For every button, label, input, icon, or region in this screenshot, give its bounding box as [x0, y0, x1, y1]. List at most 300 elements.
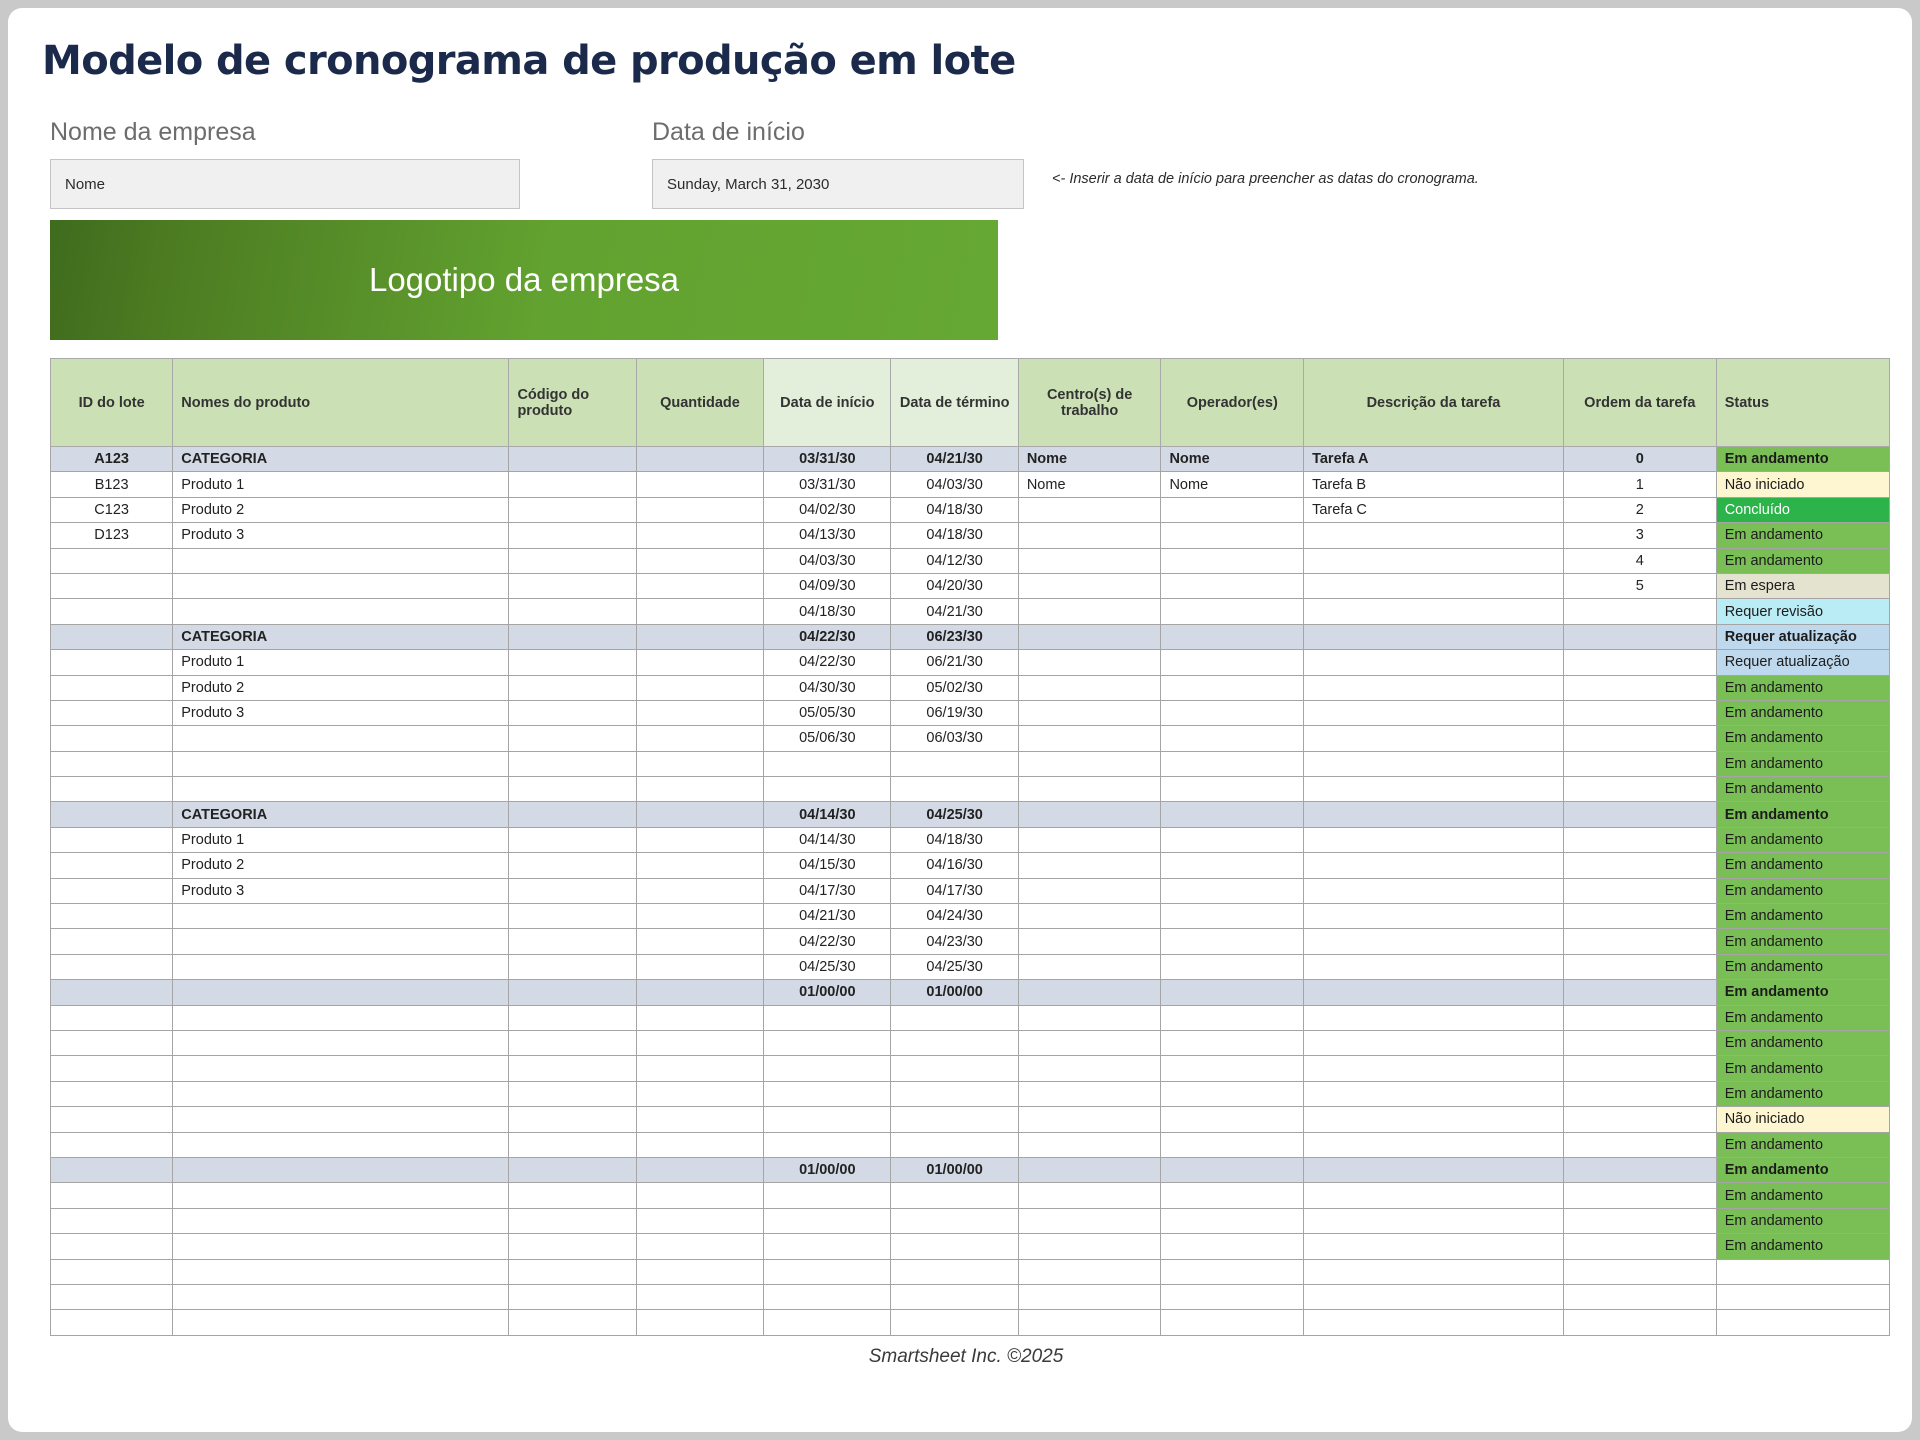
cell-end-date[interactable]: 04/18/30	[891, 523, 1018, 548]
cell-operator[interactable]	[1161, 1208, 1304, 1233]
cell-end-date[interactable]: 05/02/30	[891, 675, 1018, 700]
cell-task-order[interactable]	[1563, 878, 1716, 903]
cell-end-date[interactable]: 01/00/00	[891, 980, 1018, 1005]
cell-start-date[interactable]	[764, 1284, 891, 1309]
cell-task-description[interactable]	[1304, 802, 1564, 827]
table-row[interactable]	[51, 980, 1890, 1005]
cell-batch-id[interactable]	[51, 624, 173, 649]
cell-task-order[interactable]: 0	[1563, 447, 1716, 472]
cell-batch-id[interactable]	[51, 548, 173, 573]
cell-status-badge[interactable]: Em andamento	[1716, 751, 1889, 776]
cell-status-badge[interactable]: Não iniciado	[1716, 472, 1889, 497]
cell-batch-id[interactable]	[51, 573, 173, 598]
cell-quantity[interactable]	[636, 954, 763, 979]
cell-product-name[interactable]	[173, 1107, 509, 1132]
cell-product-name[interactable]	[173, 1310, 509, 1335]
cell-work-center[interactable]	[1018, 1030, 1161, 1055]
cell-product-name[interactable]	[173, 751, 509, 776]
cell-task-description[interactable]	[1304, 1056, 1564, 1081]
cell-end-date[interactable]: 04/16/30	[891, 853, 1018, 878]
table-row[interactable]	[51, 777, 1890, 802]
table-row[interactable]	[51, 700, 1890, 725]
cell-product-name[interactable]	[173, 980, 509, 1005]
cell-task-order[interactable]	[1563, 700, 1716, 725]
cell-product-name[interactable]	[173, 1208, 509, 1233]
cell-product-name[interactable]	[173, 1284, 509, 1309]
cell-operator[interactable]	[1161, 599, 1304, 624]
cell-start-date[interactable]: 05/06/30	[764, 726, 891, 751]
cell-product-code[interactable]	[509, 980, 636, 1005]
col-header-product-names[interactable]: Nomes do produto	[173, 359, 509, 447]
cell-batch-id[interactable]	[51, 726, 173, 751]
cell-task-description[interactable]	[1304, 1183, 1564, 1208]
cell-task-description[interactable]	[1304, 1081, 1564, 1106]
cell-status-badge[interactable]: Em andamento	[1716, 929, 1889, 954]
cell-work-center[interactable]	[1018, 1234, 1161, 1259]
table-row[interactable]	[51, 1030, 1890, 1055]
table-row[interactable]	[51, 624, 1890, 649]
cell-operator[interactable]	[1161, 573, 1304, 598]
cell-status-badge[interactable]: Em andamento	[1716, 548, 1889, 573]
cell-status-badge[interactable]: Em andamento	[1716, 523, 1889, 548]
cell-batch-id[interactable]	[51, 1259, 173, 1284]
cell-product-name[interactable]: Produto 3	[173, 878, 509, 903]
cell-quantity[interactable]	[636, 1259, 763, 1284]
cell-batch-id[interactable]	[51, 675, 173, 700]
cell-product-code[interactable]	[509, 878, 636, 903]
cell-product-name[interactable]: Produto 2	[173, 853, 509, 878]
cell-product-name[interactable]: Produto 2	[173, 497, 509, 522]
cell-product-name[interactable]: Produto 3	[173, 523, 509, 548]
cell-task-order[interactable]	[1563, 1107, 1716, 1132]
cell-start-date[interactable]: 04/17/30	[764, 878, 891, 903]
cell-status-badge[interactable]: Em andamento	[1716, 1208, 1889, 1233]
cell-end-date[interactable]: 06/19/30	[891, 700, 1018, 725]
cell-work-center[interactable]	[1018, 1107, 1161, 1132]
cell-work-center[interactable]: Nome	[1018, 447, 1161, 472]
cell-quantity[interactable]	[636, 1107, 763, 1132]
cell-task-order[interactable]	[1563, 827, 1716, 852]
cell-operator[interactable]	[1161, 523, 1304, 548]
table-row[interactable]	[51, 1208, 1890, 1233]
cell-status-badge[interactable]: Em andamento	[1716, 802, 1889, 827]
cell-task-description[interactable]	[1304, 650, 1564, 675]
cell-status-badge[interactable]: Requer atualização	[1716, 624, 1889, 649]
cell-product-code[interactable]	[509, 573, 636, 598]
cell-work-center[interactable]	[1018, 1183, 1161, 1208]
cell-status-badge[interactable]: Em andamento	[1716, 1132, 1889, 1157]
cell-operator[interactable]	[1161, 624, 1304, 649]
cell-status-badge[interactable]: Requer revisão	[1716, 599, 1889, 624]
cell-work-center[interactable]	[1018, 1081, 1161, 1106]
cell-batch-id[interactable]: D123	[51, 523, 173, 548]
cell-product-name[interactable]	[173, 1259, 509, 1284]
cell-operator[interactable]	[1161, 700, 1304, 725]
col-header-task-order[interactable]: Ordem da tarefa	[1563, 359, 1716, 447]
cell-task-description[interactable]	[1304, 573, 1564, 598]
cell-product-name[interactable]	[173, 1081, 509, 1106]
cell-batch-id[interactable]	[51, 1132, 173, 1157]
cell-status-badge[interactable]: Concluído	[1716, 497, 1889, 522]
cell-start-date[interactable]: 04/13/30	[764, 523, 891, 548]
cell-quantity[interactable]	[636, 1284, 763, 1309]
cell-start-date[interactable]	[764, 1030, 891, 1055]
cell-task-description[interactable]	[1304, 548, 1564, 573]
cell-end-date[interactable]	[891, 1234, 1018, 1259]
cell-work-center[interactable]	[1018, 523, 1161, 548]
cell-work-center[interactable]	[1018, 1005, 1161, 1030]
cell-product-code[interactable]	[509, 599, 636, 624]
cell-task-description[interactable]	[1304, 904, 1564, 929]
col-header-operators[interactable]: Operador(es)	[1161, 359, 1304, 447]
cell-batch-id[interactable]	[51, 599, 173, 624]
cell-start-date[interactable]: 04/03/30	[764, 548, 891, 573]
table-row[interactable]	[51, 1183, 1890, 1208]
cell-product-code[interactable]	[509, 1056, 636, 1081]
cell-status-badge[interactable]: Em andamento	[1716, 675, 1889, 700]
cell-quantity[interactable]	[636, 1234, 763, 1259]
cell-quantity[interactable]	[636, 726, 763, 751]
table-row[interactable]	[51, 878, 1890, 903]
cell-product-name[interactable]	[173, 1183, 509, 1208]
cell-status-badge[interactable]	[1716, 1284, 1889, 1309]
col-header-task-description[interactable]: Descrição da tarefa	[1304, 359, 1564, 447]
cell-end-date[interactable]	[891, 777, 1018, 802]
cell-task-description[interactable]	[1304, 675, 1564, 700]
table-row[interactable]	[51, 853, 1890, 878]
cell-product-name[interactable]	[173, 1234, 509, 1259]
cell-quantity[interactable]	[636, 447, 763, 472]
cell-status-badge[interactable]: Em andamento	[1716, 726, 1889, 751]
cell-task-order[interactable]: 1	[1563, 472, 1716, 497]
cell-status-badge[interactable]: Requer atualização	[1716, 650, 1889, 675]
table-row[interactable]	[51, 1259, 1890, 1284]
cell-work-center[interactable]	[1018, 1208, 1161, 1233]
cell-status-badge[interactable]: Em andamento	[1716, 1030, 1889, 1055]
cell-status-badge[interactable]: Em andamento	[1716, 1005, 1889, 1030]
cell-work-center[interactable]	[1018, 726, 1161, 751]
cell-task-description[interactable]	[1304, 523, 1564, 548]
cell-end-date[interactable]	[891, 1284, 1018, 1309]
cell-end-date[interactable]	[891, 1132, 1018, 1157]
cell-batch-id[interactable]	[51, 777, 173, 802]
cell-task-description[interactable]	[1304, 599, 1564, 624]
cell-product-code[interactable]	[509, 624, 636, 649]
cell-quantity[interactable]	[636, 929, 763, 954]
cell-product-code[interactable]	[509, 447, 636, 472]
table-row[interactable]	[51, 1132, 1890, 1157]
cell-status-badge[interactable]: Em espera	[1716, 573, 1889, 598]
start-date-input[interactable]: Sunday, March 31, 2030	[652, 159, 1024, 209]
cell-batch-id[interactable]	[51, 1157, 173, 1182]
cell-status-badge[interactable]	[1716, 1310, 1889, 1335]
cell-product-name[interactable]: Produto 3	[173, 700, 509, 725]
col-header-product-code[interactable]: Código do produto	[509, 359, 636, 447]
col-header-batch-id[interactable]: ID do lote	[51, 359, 173, 447]
cell-quantity[interactable]	[636, 548, 763, 573]
cell-operator[interactable]	[1161, 878, 1304, 903]
cell-task-order[interactable]	[1563, 1208, 1716, 1233]
cell-task-order[interactable]	[1563, 1056, 1716, 1081]
cell-product-name[interactable]	[173, 954, 509, 979]
col-header-status[interactable]: Status	[1716, 359, 1889, 447]
cell-work-center[interactable]	[1018, 827, 1161, 852]
cell-product-name[interactable]	[173, 599, 509, 624]
cell-work-center[interactable]	[1018, 1284, 1161, 1309]
cell-product-code[interactable]	[509, 675, 636, 700]
cell-end-date[interactable]: 04/24/30	[891, 904, 1018, 929]
cell-start-date[interactable]: 01/00/00	[764, 1157, 891, 1182]
cell-product-name[interactable]: CATEGORIA	[173, 624, 509, 649]
cell-start-date[interactable]: 04/30/30	[764, 675, 891, 700]
cell-task-description[interactable]	[1304, 700, 1564, 725]
cell-task-order[interactable]	[1563, 650, 1716, 675]
cell-start-date[interactable]	[764, 1132, 891, 1157]
cell-task-order[interactable]	[1563, 1183, 1716, 1208]
cell-quantity[interactable]	[636, 1183, 763, 1208]
cell-quantity[interactable]	[636, 1081, 763, 1106]
cell-start-date[interactable]: 04/02/30	[764, 497, 891, 522]
cell-batch-id[interactable]	[51, 853, 173, 878]
cell-quantity[interactable]	[636, 497, 763, 522]
table-row[interactable]	[51, 675, 1890, 700]
cell-status-badge[interactable]: Em andamento	[1716, 878, 1889, 903]
cell-operator[interactable]	[1161, 1030, 1304, 1055]
cell-task-description[interactable]	[1304, 751, 1564, 776]
cell-operator[interactable]	[1161, 1157, 1304, 1182]
cell-status-badge[interactable]: Em andamento	[1716, 853, 1889, 878]
cell-batch-id[interactable]	[51, 878, 173, 903]
cell-product-name[interactable]	[173, 548, 509, 573]
cell-batch-id[interactable]	[51, 954, 173, 979]
cell-batch-id[interactable]	[51, 827, 173, 852]
cell-start-date[interactable]	[764, 1310, 891, 1335]
cell-batch-id[interactable]	[51, 1234, 173, 1259]
cell-start-date[interactable]	[764, 1208, 891, 1233]
cell-product-name[interactable]	[173, 1157, 509, 1182]
col-header-start-date[interactable]: Data de início	[764, 359, 891, 447]
cell-quantity[interactable]	[636, 1005, 763, 1030]
cell-operator[interactable]	[1161, 675, 1304, 700]
cell-product-name[interactable]	[173, 1056, 509, 1081]
cell-end-date[interactable]	[891, 1005, 1018, 1030]
cell-work-center[interactable]	[1018, 1056, 1161, 1081]
cell-start-date[interactable]	[764, 1234, 891, 1259]
cell-work-center[interactable]	[1018, 929, 1161, 954]
cell-operator[interactable]	[1161, 802, 1304, 827]
cell-quantity[interactable]	[636, 700, 763, 725]
cell-operator[interactable]	[1161, 751, 1304, 776]
cell-operator[interactable]	[1161, 827, 1304, 852]
cell-batch-id[interactable]	[51, 1056, 173, 1081]
cell-status-badge[interactable]: Em andamento	[1716, 904, 1889, 929]
cell-task-order[interactable]	[1563, 1132, 1716, 1157]
cell-end-date[interactable]: 04/18/30	[891, 827, 1018, 852]
col-header-work-centers[interactable]: Centro(s) de trabalho	[1018, 359, 1161, 447]
cell-end-date[interactable]: 04/12/30	[891, 548, 1018, 573]
cell-work-center[interactable]	[1018, 1157, 1161, 1182]
cell-status-badge[interactable]: Em andamento	[1716, 980, 1889, 1005]
cell-end-date[interactable]: 01/00/00	[891, 1157, 1018, 1182]
cell-task-order[interactable]	[1563, 675, 1716, 700]
cell-batch-id[interactable]	[51, 1107, 173, 1132]
cell-work-center[interactable]	[1018, 548, 1161, 573]
cell-product-code[interactable]	[509, 1259, 636, 1284]
cell-operator[interactable]	[1161, 1107, 1304, 1132]
cell-start-date[interactable]: 04/25/30	[764, 954, 891, 979]
cell-task-description[interactable]	[1304, 1107, 1564, 1132]
cell-quantity[interactable]	[636, 523, 763, 548]
cell-start-date[interactable]: 04/21/30	[764, 904, 891, 929]
cell-operator[interactable]	[1161, 904, 1304, 929]
cell-product-name[interactable]: Produto 1	[173, 827, 509, 852]
cell-task-order[interactable]	[1563, 1310, 1716, 1335]
table-row[interactable]	[51, 1157, 1890, 1182]
cell-end-date[interactable]: 06/03/30	[891, 726, 1018, 751]
cell-work-center[interactable]	[1018, 675, 1161, 700]
cell-product-code[interactable]	[509, 802, 636, 827]
cell-status-badge[interactable]: Em andamento	[1716, 1157, 1889, 1182]
cell-batch-id[interactable]	[51, 1183, 173, 1208]
table-row[interactable]	[51, 1234, 1890, 1259]
cell-task-order[interactable]	[1563, 624, 1716, 649]
table-row[interactable]	[51, 1005, 1890, 1030]
cell-task-order[interactable]	[1563, 802, 1716, 827]
table-row[interactable]	[51, 1056, 1890, 1081]
col-header-end-date[interactable]: Data de término	[891, 359, 1018, 447]
cell-task-description[interactable]	[1304, 1310, 1564, 1335]
cell-task-description[interactable]: Tarefa B	[1304, 472, 1564, 497]
cell-operator[interactable]: Nome	[1161, 447, 1304, 472]
cell-work-center[interactable]	[1018, 650, 1161, 675]
table-row[interactable]	[51, 726, 1890, 751]
cell-work-center[interactable]	[1018, 751, 1161, 776]
cell-start-date[interactable]	[764, 777, 891, 802]
cell-end-date[interactable]	[891, 1183, 1018, 1208]
cell-quantity[interactable]	[636, 878, 763, 903]
table-row[interactable]	[51, 472, 1890, 497]
cell-product-code[interactable]	[509, 853, 636, 878]
cell-quantity[interactable]	[636, 624, 763, 649]
cell-product-name[interactable]	[173, 1132, 509, 1157]
cell-batch-id[interactable]	[51, 1081, 173, 1106]
cell-start-date[interactable]	[764, 1183, 891, 1208]
cell-product-code[interactable]	[509, 1132, 636, 1157]
cell-task-order[interactable]: 5	[1563, 573, 1716, 598]
company-logo-placeholder[interactable]	[50, 220, 998, 340]
cell-task-description[interactable]	[1304, 1284, 1564, 1309]
cell-operator[interactable]	[1161, 1310, 1304, 1335]
cell-task-description[interactable]	[1304, 1132, 1564, 1157]
cell-quantity[interactable]	[636, 904, 763, 929]
cell-product-name[interactable]: CATEGORIA	[173, 802, 509, 827]
cell-work-center[interactable]	[1018, 1259, 1161, 1284]
cell-quantity[interactable]	[636, 675, 763, 700]
cell-quantity[interactable]	[636, 802, 763, 827]
cell-operator[interactable]	[1161, 1056, 1304, 1081]
cell-status-badge[interactable]: Em andamento	[1716, 777, 1889, 802]
cell-product-name[interactable]	[173, 1030, 509, 1055]
cell-product-code[interactable]	[509, 472, 636, 497]
cell-quantity[interactable]	[636, 1030, 763, 1055]
cell-batch-id[interactable]	[51, 904, 173, 929]
cell-quantity[interactable]	[636, 599, 763, 624]
cell-end-date[interactable]	[891, 1259, 1018, 1284]
cell-task-order[interactable]	[1563, 929, 1716, 954]
cell-batch-id[interactable]	[51, 1310, 173, 1335]
cell-operator[interactable]	[1161, 1132, 1304, 1157]
cell-operator[interactable]	[1161, 954, 1304, 979]
cell-end-date[interactable]: 04/03/30	[891, 472, 1018, 497]
cell-task-order[interactable]	[1563, 1284, 1716, 1309]
table-row[interactable]	[51, 447, 1890, 472]
cell-start-date[interactable]	[764, 1259, 891, 1284]
cell-end-date[interactable]: 04/23/30	[891, 929, 1018, 954]
cell-batch-id[interactable]	[51, 1208, 173, 1233]
cell-status-badge[interactable]: Em andamento	[1716, 954, 1889, 979]
cell-start-date[interactable]: 03/31/30	[764, 447, 891, 472]
table-row[interactable]	[51, 827, 1890, 852]
cell-product-name[interactable]	[173, 726, 509, 751]
cell-quantity[interactable]	[636, 472, 763, 497]
cell-start-date[interactable]: 04/14/30	[764, 802, 891, 827]
cell-product-name[interactable]: Produto 1	[173, 472, 509, 497]
cell-task-description[interactable]	[1304, 1005, 1564, 1030]
cell-task-description[interactable]	[1304, 929, 1564, 954]
cell-product-code[interactable]	[509, 929, 636, 954]
cell-product-code[interactable]	[509, 777, 636, 802]
cell-end-date[interactable]	[891, 1056, 1018, 1081]
cell-batch-id[interactable]	[51, 929, 173, 954]
cell-batch-id[interactable]	[51, 1030, 173, 1055]
cell-start-date[interactable]: 05/05/30	[764, 700, 891, 725]
cell-operator[interactable]	[1161, 1005, 1304, 1030]
cell-end-date[interactable]	[891, 1208, 1018, 1233]
cell-product-name[interactable]	[173, 1005, 509, 1030]
cell-operator[interactable]	[1161, 726, 1304, 751]
cell-product-name[interactable]: Produto 1	[173, 650, 509, 675]
cell-start-date[interactable]	[764, 1056, 891, 1081]
cell-start-date[interactable]: 04/22/30	[764, 929, 891, 954]
cell-batch-id[interactable]	[51, 1005, 173, 1030]
cell-operator[interactable]	[1161, 1234, 1304, 1259]
cell-quantity[interactable]	[636, 650, 763, 675]
cell-task-order[interactable]	[1563, 1157, 1716, 1182]
cell-product-name[interactable]	[173, 573, 509, 598]
cell-task-order[interactable]	[1563, 904, 1716, 929]
cell-status-badge[interactable]: Em andamento	[1716, 1056, 1889, 1081]
cell-product-code[interactable]	[509, 954, 636, 979]
cell-operator[interactable]	[1161, 1259, 1304, 1284]
cell-product-name[interactable]	[173, 929, 509, 954]
cell-product-name[interactable]: CATEGORIA	[173, 447, 509, 472]
cell-end-date[interactable]: 06/21/30	[891, 650, 1018, 675]
cell-product-code[interactable]	[509, 904, 636, 929]
cell-product-code[interactable]	[509, 1030, 636, 1055]
cell-operator[interactable]	[1161, 497, 1304, 522]
cell-task-order[interactable]	[1563, 1081, 1716, 1106]
cell-end-date[interactable]: 04/25/30	[891, 802, 1018, 827]
cell-end-date[interactable]: 04/21/30	[891, 447, 1018, 472]
cell-operator[interactable]	[1161, 853, 1304, 878]
cell-start-date[interactable]: 04/14/30	[764, 827, 891, 852]
table-row[interactable]	[51, 1310, 1890, 1335]
cell-task-order[interactable]	[1563, 777, 1716, 802]
cell-end-date[interactable]	[891, 751, 1018, 776]
cell-end-date[interactable]: 04/17/30	[891, 878, 1018, 903]
table-row[interactable]	[51, 599, 1890, 624]
table-row[interactable]	[51, 954, 1890, 979]
